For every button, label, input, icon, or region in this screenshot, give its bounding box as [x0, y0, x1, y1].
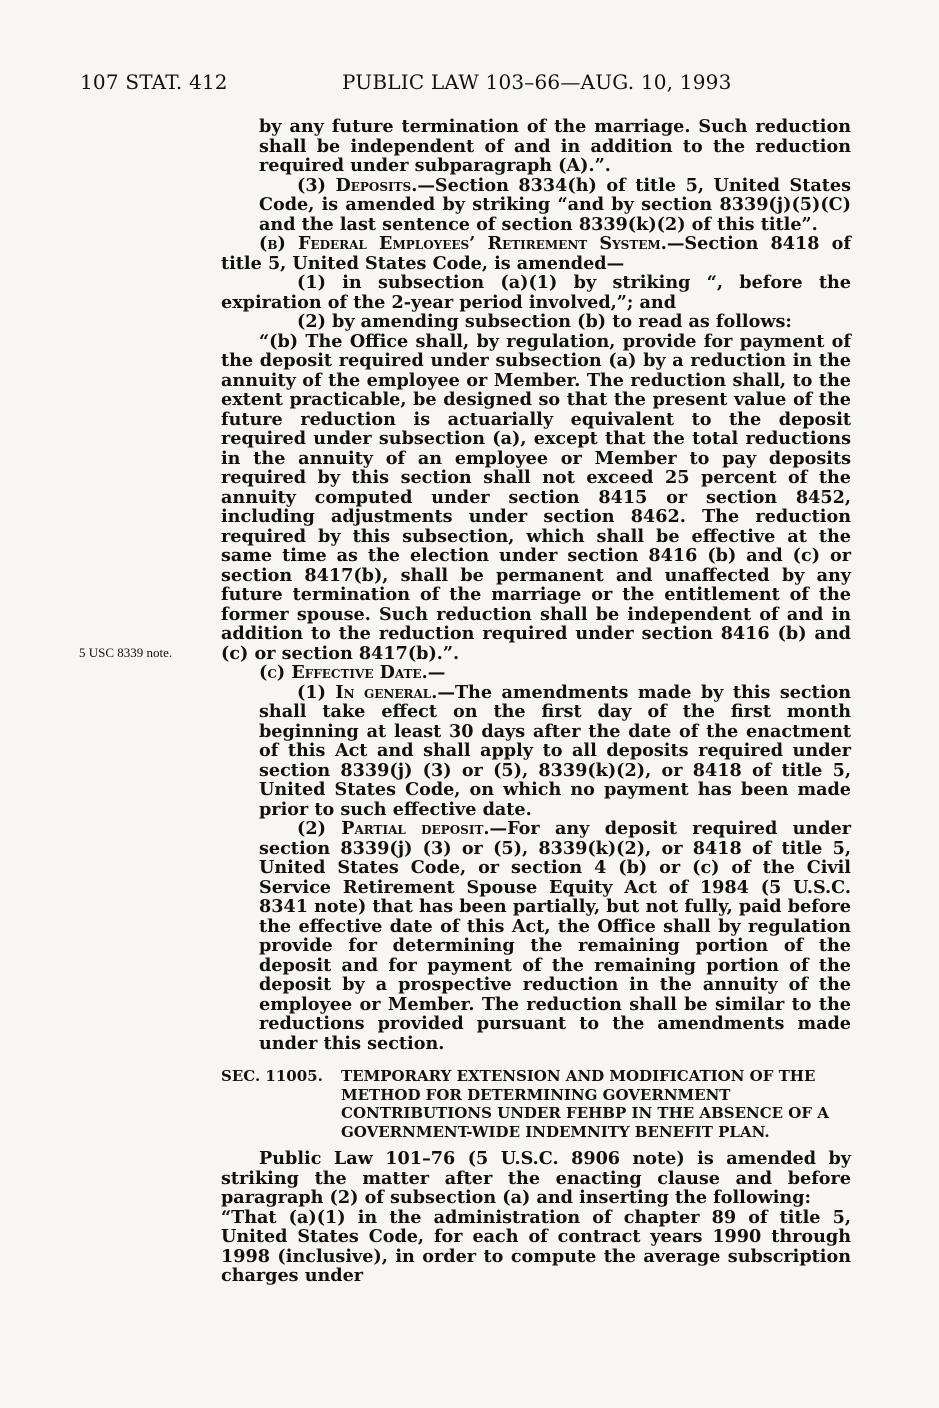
paragraph-text: —Section 8334(h) of title 5, United States Code, is amended by striking “and by section 8339(j)(5)(C) and the last sentence of section 8339(k)(2) of this title”. — [259, 174, 851, 235]
paragraph: (2) by amending subsection (b) to read as follows: — [297, 311, 792, 332]
section-title-line1: TEMPORARY EXTENSION AND MODIFICATION OF THE — [341, 1067, 816, 1085]
section-title-rest: METHOD FOR DETERMINING GOVERNMENT CONTRIBUTIONS UNDER FEHBP IN THE ABSENCE OF A GOVERNMENT-WIDE INDEMNITY BENEFIT PLAN. — [341, 1085, 829, 1141]
paragraph — [221, 234, 851, 273]
paragraph-text: —The amendments made by this section shall take effect on the first day of the first month beginning at least 30 days after the date of the enactment of this Act and shall apply to all deposits required under section 8339(j) (3) or (5), 8339(k)(2), or 8418 of title 5, United States Code, on which no payment has been made prior to such effective date. — [259, 681, 851, 820]
section-heading-line1 — [221, 1067, 851, 1086]
paragraph: by any future termination of the marriage. Such reduction shall be independent of and in addition to the reduction required under subparagraph (A).”. — [259, 116, 851, 176]
document-body — [221, 117, 851, 1286]
paragraph-text: —For any deposit required under section 8339(j) (3) or (5), 8339(k)(2), or 8418 of title 5, United States Code, or section 4 (b) or (c) of the Civil Service Retirement Spouse Equity Act of 1984 (5 U.S.C. 8341 note) that has been partially, but not fully, paid before the effective date of this Act, the Office shall by regulation provide for determining the remaining portion of the deposit and for payment of the remaining portion of the deposit by a prospective reduction in the annuity of the employee or Member. The reduction shall be similar to the reductions provided pursuant to the amendments made under this section. — [259, 818, 851, 1054]
heading-label: (3) Deposits. — [297, 174, 418, 196]
paragraph: Public Law 101–76 (5 U.S.C. 8906 note) is amended by striking the matter after the enacting clause and before paragraph (2) of subsection (a) and inserting the following: — [221, 1148, 851, 1208]
paragraph-text: —Section 8418 of title 5, United States Code, is amended— — [221, 233, 851, 274]
paragraph: (1) in subsection (a)(1) by striking “, before the expiration of the 2-year period involved,”; and — [221, 272, 851, 313]
section-label: SEC. 11005. — [221, 1067, 323, 1085]
section-heading — [221, 1067, 851, 1141]
heading-label: (b) Federal Employees’ Retirement System. — [259, 233, 667, 254]
paragraph — [221, 663, 851, 683]
paragraph — [221, 819, 851, 1053]
heading-label: (c) Effective Date. — [259, 662, 428, 683]
running-header — [80, 70, 860, 98]
paragraph — [221, 176, 851, 235]
heading-label: (2) Partial deposit. — [297, 818, 490, 839]
paragraph — [221, 683, 851, 820]
heading-label: (1) In general. — [297, 681, 438, 703]
margin-note: 5 USC 8339 note. — [79, 645, 173, 660]
paragraph: “(b) The Office shall, by regulation, provide for payment of the deposit required under subsection (a) by a reduction in the annuity of the employee or Member. The reduction shall, to the extent practicable, be designed so that the present value of the future reduction is actuarially equivalent to the deposit required under subsection (a), except that the total reductions in the annuity of an employee or Member to pay deposits required by this section shall not exceed 25 percent of the annuity computed under section 8415 or section 8452, including adjustments under section 8462. The reduction required by this subsection, which shall be effective at the same time as the election under section 8416 (b) and (c) or section 8417(b), shall be permanent and unaffected by any future termination of the marriage or the entitlement of the former spouse. Such reduction shall be independent of and in addition to the reduction required under section 8416 (b) and (c) or section 8417(b).”. — [221, 330, 851, 664]
statute-page-number: 107 STAT. 412 — [80, 70, 228, 94]
public-law-title: PUBLIC LAW 103–66—AUG. 10, 1993 — [342, 70, 732, 94]
paragraph: “That (a)(1) in the administration of chapter 89 of title 5, United States Code, for each of contract years 1990 through 1998 (inclusive), in order to compute the average subscription charges under — [221, 1206, 851, 1286]
paragraph-text: — — [427, 662, 446, 683]
